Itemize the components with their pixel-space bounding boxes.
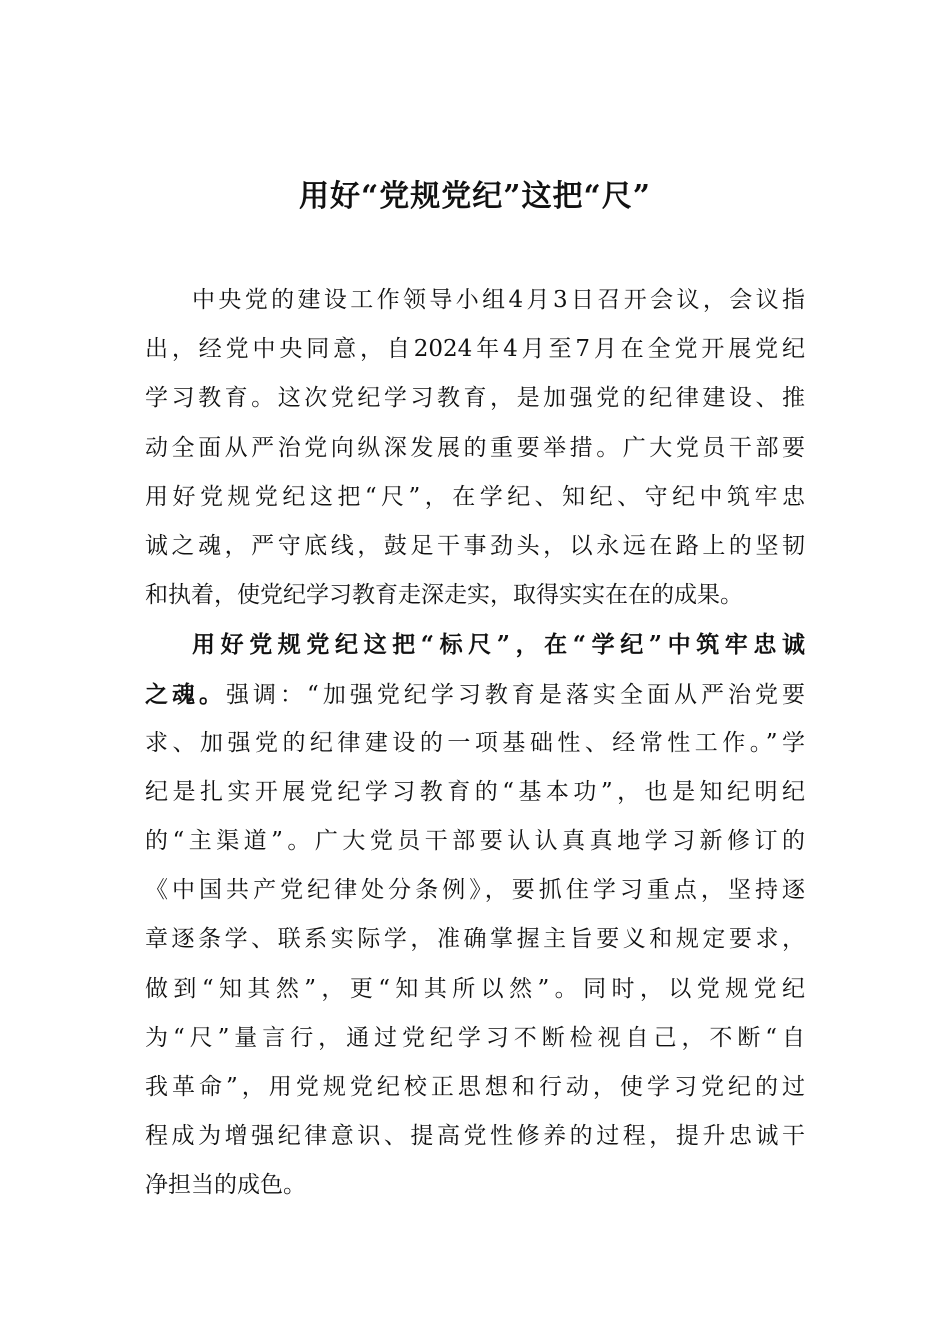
paragraph-section-1: [145, 620, 805, 1210]
text-line: 诚之魂，严守底线，鼓足干事劲头，以永远在路上的坚韧: [145, 532, 805, 559]
text-line: 的“主渠道”。广大党员干部要认认真真地学习新修订的: [145, 828, 805, 855]
text-line: [145, 670, 805, 719]
text-line: 和执着，使党纪学习教育走深走实，取得实实在在的成果。: [145, 582, 743, 609]
paragraph-intro: [145, 276, 805, 620]
text-line: 动全面从严治党向纵深发展的重要举措。广大党员干部要: [145, 434, 805, 461]
text-line: 做到“知其然”，更“知其所以然”。同时，以党规党纪: [145, 975, 805, 1002]
text-line: 求、加强党的纪律建设的一项基础性、经常性工作。”学: [145, 729, 805, 756]
text-line: 中央党的建设工作领导小组4月3日召开会议，会议指: [192, 287, 805, 313]
section-heading-end: 之魂。: [145, 680, 227, 708]
document-body: [145, 276, 805, 1211]
text-line: 为“尺”量言行，通过党纪学习不断检视自己，不断“自: [145, 1024, 805, 1051]
text-line: 我革命”，用党规党纪校正思想和行动，使学习党纪的过: [145, 1074, 805, 1100]
text-line-rest: 强调：“加强党纪学习教育是落实全面从严治党要: [226, 681, 805, 708]
text-line: 纪是扎实开展党纪学习教育的“基本功”，也是知纪明纪: [145, 778, 805, 805]
text-line: 用好党规党纪这把“尺”，在学纪、知纪、守纪中筑牢忠: [145, 483, 805, 510]
text-line: 程成为增强纪律意识、提高党性修养的过程，提升忠诚干: [145, 1123, 805, 1150]
text-line: 章逐条学、联系实际学，准确掌握主旨要义和规定要求，: [145, 926, 805, 953]
document-title: 用好“党规党纪”这把“尺”: [298, 179, 652, 214]
text-line: 学习教育。这次党纪学习教育，是加强党的纪律建设、推: [145, 385, 805, 412]
text-line: 出，经党中央同意，自2024年4月至7月在全党开展党纪: [145, 336, 805, 363]
text-line: 净担当的成色。: [145, 1172, 306, 1199]
text-line: 《中国共产党纪律处分条例》，要抓住学习重点，坚持逐: [145, 877, 805, 904]
section-heading: 用好党规党纪这把“标尺”，在“学纪”中筑牢忠诚: [192, 631, 805, 659]
